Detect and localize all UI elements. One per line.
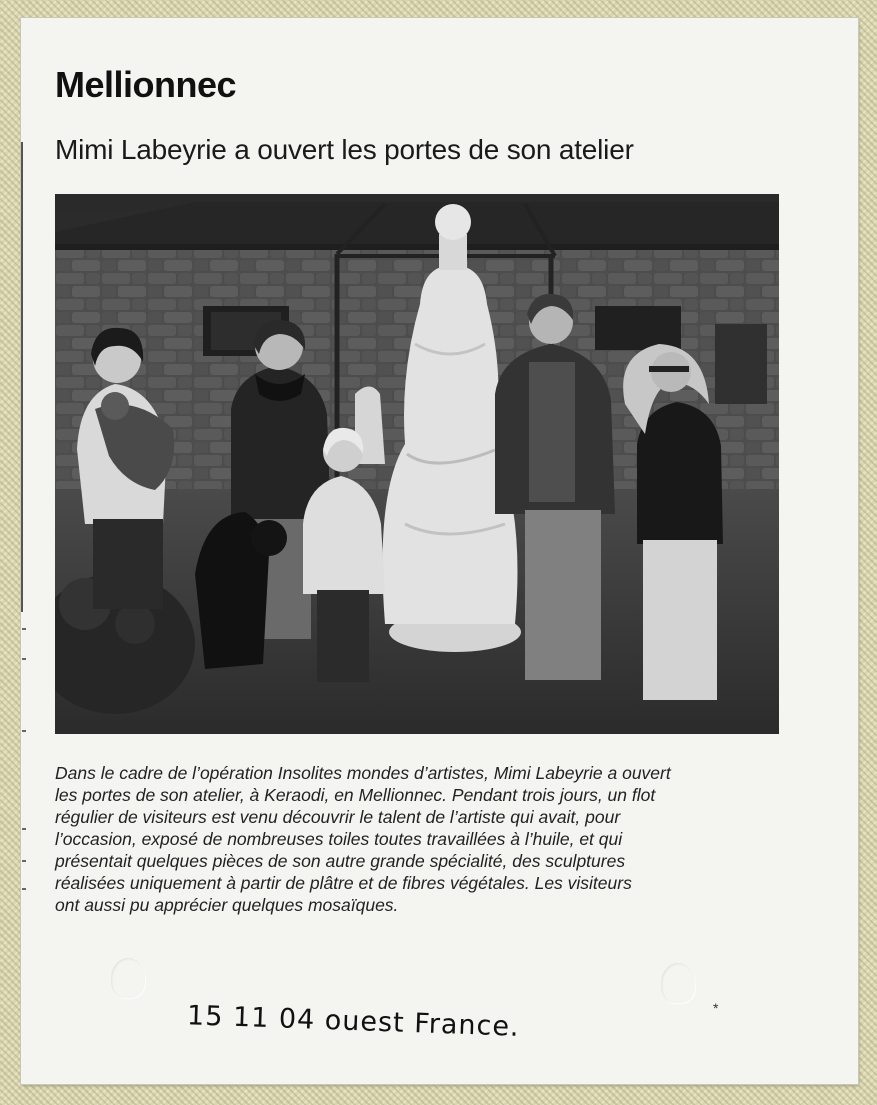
bleed-through-text	[351, 34, 363, 84]
caption-line: réalisées uniquement à partir de plâtre et de fibres végétales. Les visiteurs	[55, 873, 632, 893]
edge-tick	[22, 628, 26, 630]
article-photo	[55, 194, 779, 734]
edge-tick	[22, 888, 26, 890]
edge-tick	[22, 828, 26, 830]
photo-caption	[55, 762, 785, 916]
caption-line: les portes de son atelier, à Keraodi, en Mellionnec. Pendant trois jours, un flot	[55, 785, 656, 805]
handwritten-date-note: 15 11 04 ouest France.	[186, 1000, 521, 1043]
edge-tick	[22, 658, 26, 660]
caption-line: présentait quelques pièces de son autre grande spécialité, des sculptures	[55, 851, 626, 871]
paper-emboss	[111, 958, 145, 998]
column-rule	[21, 142, 23, 612]
edge-tick	[22, 730, 26, 732]
newspaper-clipping	[21, 18, 858, 1084]
caption-line: Dans le cadre de l’opération Insolites mondes d’artistes, Mimi Labeyrie a ouvert	[55, 763, 671, 783]
photo-illustration	[55, 194, 779, 734]
caption-line: régulier de visiteurs est venu découvrir le talent de l’artiste qui avait, pour	[55, 807, 621, 827]
paper-emboss	[661, 963, 695, 1003]
caption-line: l’occasion, exposé de nombreuses toiles toutes travaillées à l’huile, et qui	[55, 829, 623, 849]
edge-tick	[22, 860, 26, 862]
article-headline: Mimi Labeyrie a ouvert les portes de son atelier	[55, 134, 634, 165]
asterisk-mark: *	[713, 1000, 719, 1016]
caption-line: ont aussi pu apprécier quelques mosaïques.	[55, 895, 399, 915]
section-title: Mellionnec	[55, 64, 237, 105]
